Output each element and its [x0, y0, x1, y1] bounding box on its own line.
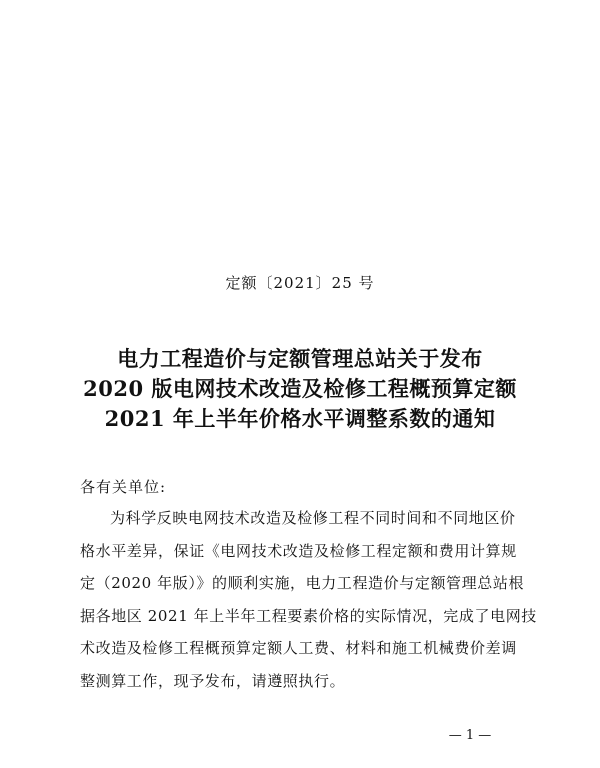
title-line: 2020 版电网技术改造及检修工程概预算定额 [83, 376, 517, 401]
salutation: 各有关单位: [80, 478, 167, 496]
body-line: 格水平差异，保证《电网技术改造及检修工程定额和费用计算规 [80, 541, 517, 560]
page-number: — 1 — [448, 728, 492, 743]
document-title [0, 344, 600, 434]
body-line: 据各地区 2021 年上半年工程要素价格的实际情况，完成了电网技 [80, 606, 537, 625]
document-number: 定额〔2021〕25 号 [225, 274, 375, 292]
title-line: 2021 年上半年价格水平调整系数的通知 [104, 406, 496, 431]
body-line: 定（2020 年版）》的顺利实施，电力工程造价与定额管理总站根 [80, 574, 525, 592]
body-line: 术改造及检修工程概预算定额人工费、材料和施工机械费价差调 [80, 639, 517, 657]
body-line: 为科学反映电网技术改造及检修工程不同时间和不同地区价 [110, 509, 516, 527]
body-line: 整测算工作，现予发布，请遵照执行。 [80, 671, 346, 690]
title-line: 电力工程造价与定额管理总站关于发布 [117, 346, 483, 371]
body-paragraph [80, 502, 537, 697]
